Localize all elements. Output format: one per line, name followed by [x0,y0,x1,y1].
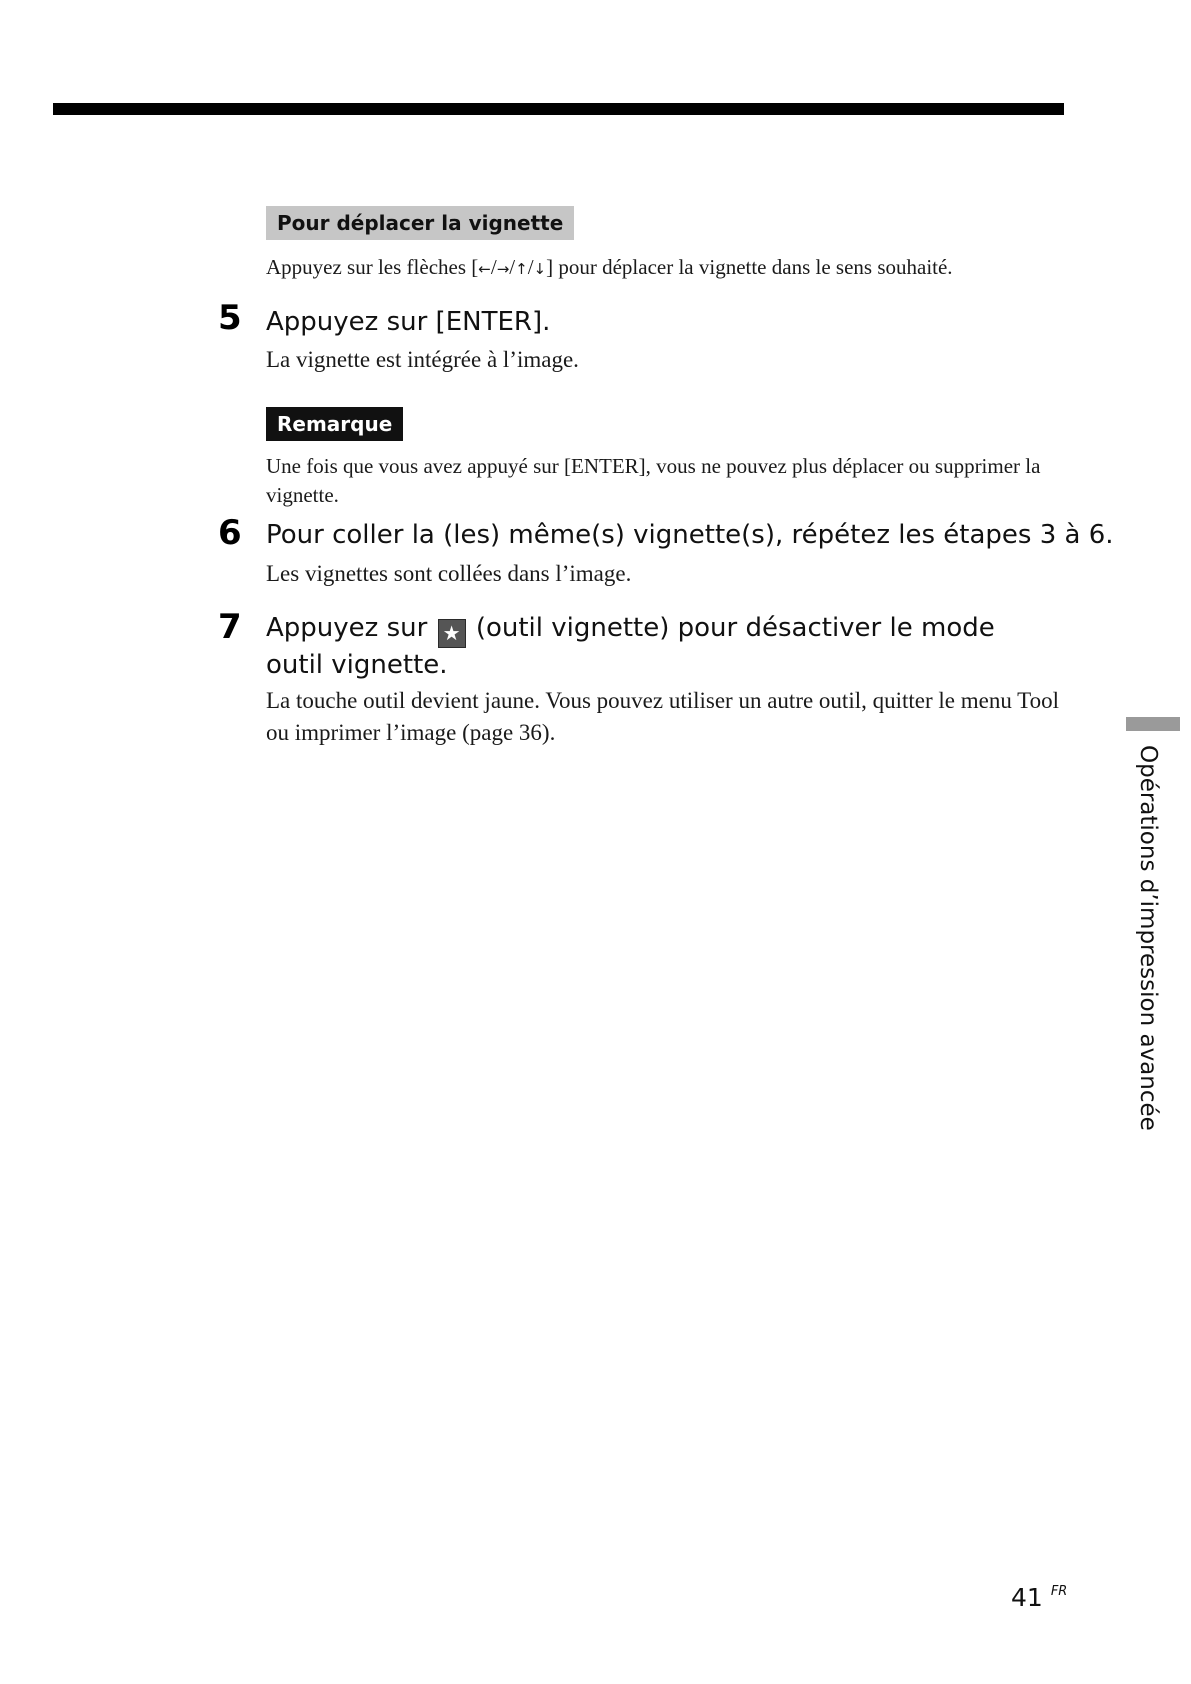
arrow-separator: / [527,255,534,279]
step-heading: Appuyez sur [ENTER]. [266,307,551,337]
step-text: La vignette est intégrée à l’image. [266,347,579,372]
note-text: Une fois que vous avez appuyé sur [ENTER], vous ne pouvez plus déplacer ou supprimer la vignette. [266,454,1041,507]
step-number: 7 [218,607,242,647]
step-heading: Pour coller la (les) même(s) vignette(s), répétez les étapes 3 à 6. [266,520,1114,550]
header-rule [53,103,1064,115]
right-arrow-icon: → [496,260,510,278]
page-number [1011,1577,1067,1613]
up-arrow-icon: ↑ [515,260,528,278]
page-number-value: 41 [1011,1583,1043,1612]
move-instructions [266,252,953,284]
step-heading-after: (outil vignette) pour désactiver le mode outil vignette. [266,613,995,680]
step-text: Les vignettes sont collées dans l’image. [266,561,632,586]
move-instructions-after: ] pour déplacer la vignette dans le sens souhaité. [546,255,953,279]
section-tab-marker [1126,717,1180,731]
step-number: 6 [218,513,242,553]
move-instructions-before: Appuyez sur les flèches [ [266,255,479,279]
move-thumbnail-heading: Pour déplacer la vignette [266,206,574,240]
step-heading-before: Appuyez sur [266,613,428,643]
step-number: 5 [218,298,242,338]
section-tab-label: Opérations d’impression avancée [1135,745,1161,1131]
star-icon: ★ [438,619,466,648]
note-heading: Remarque [266,407,403,441]
step-heading [266,611,1056,682]
arrow-separator: / [490,255,497,279]
left-arrow-icon: ← [478,260,491,278]
down-arrow-icon: ↓ [533,260,547,278]
step-text: La touche outil devient jaune. Vous pouvez utiliser un autre outil, quitter le menu Tool ou imprimer l’image (page 36). [266,688,1060,745]
arrow-separator: / [509,255,516,279]
page-language: FR [1050,1584,1068,1599]
